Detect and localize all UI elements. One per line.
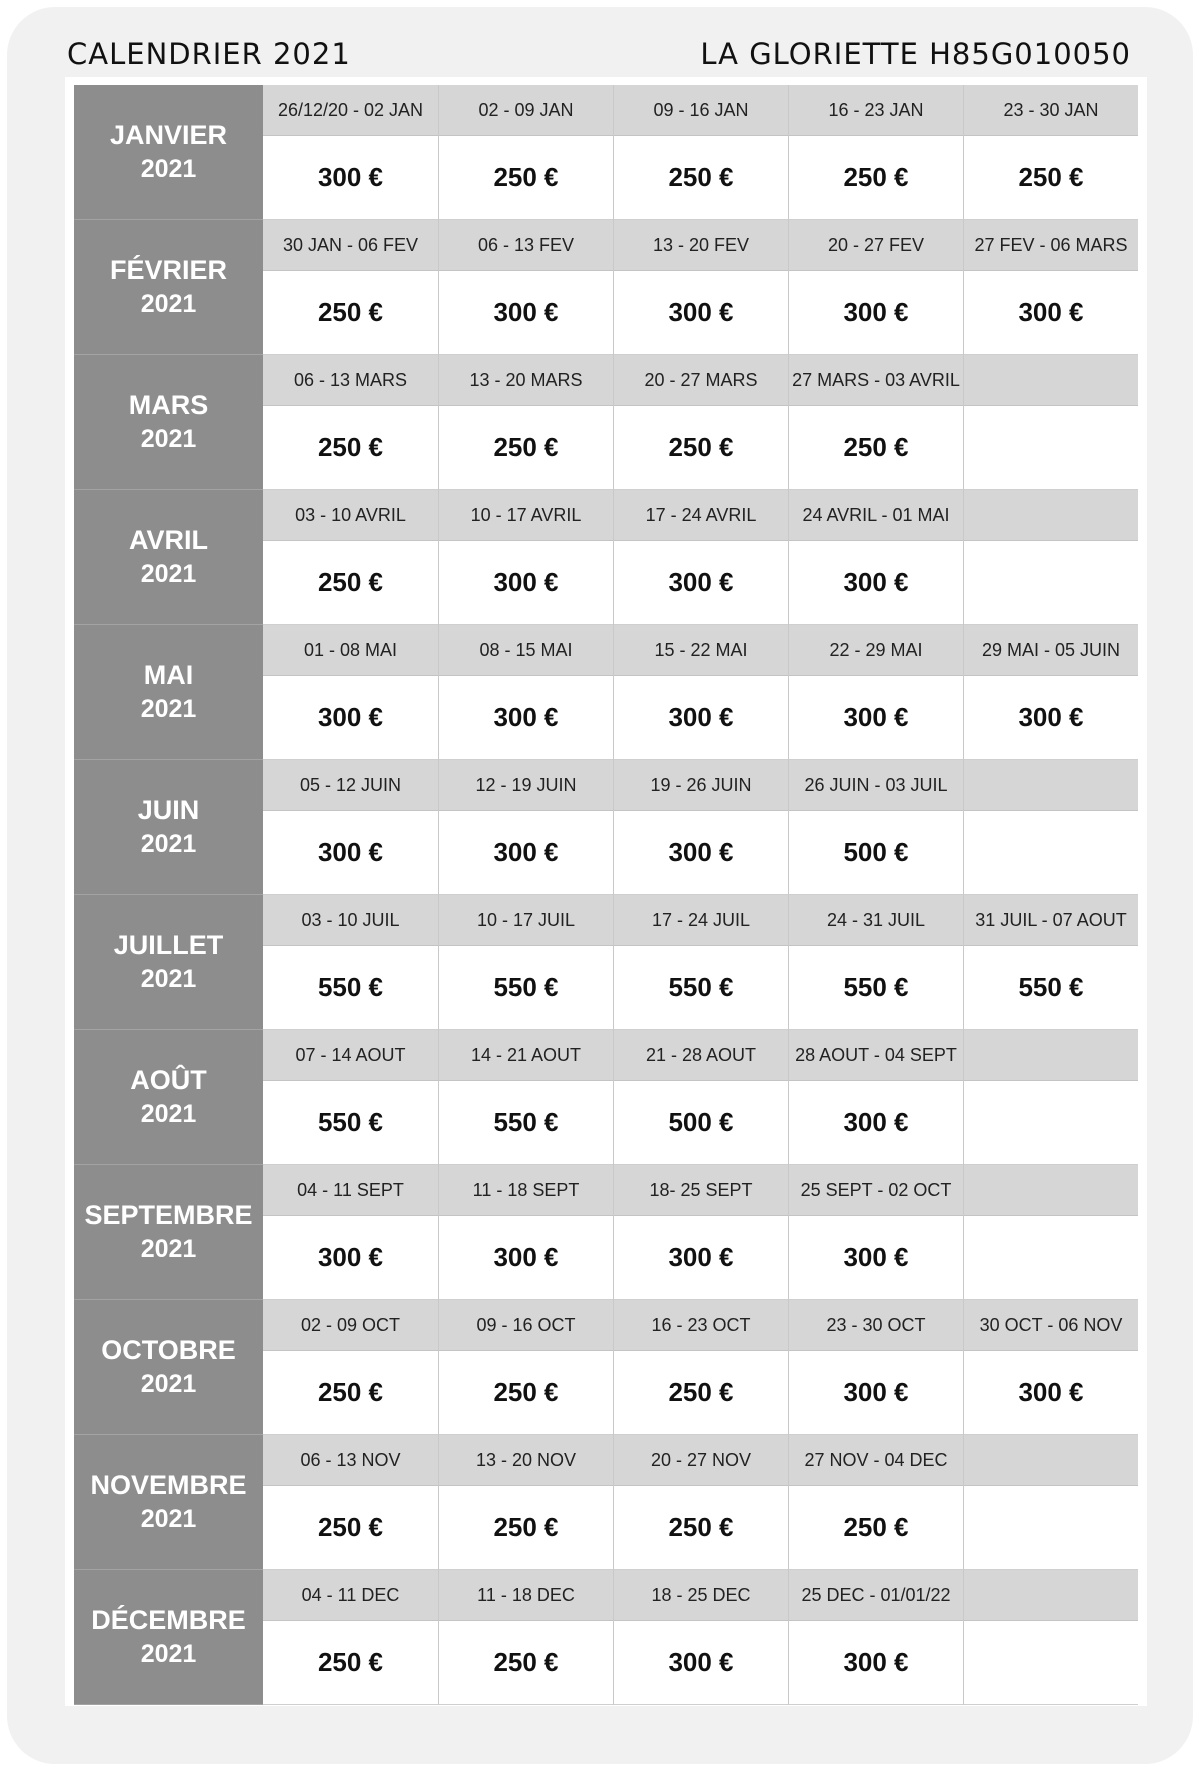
week-cell xyxy=(963,895,1138,1030)
month-label xyxy=(74,1165,263,1300)
week-price: 250 € xyxy=(439,1351,613,1435)
week-price: 550 € xyxy=(614,946,788,1030)
week-price xyxy=(964,1216,1138,1300)
week-price: 300 € xyxy=(439,676,613,760)
month-label xyxy=(74,1030,263,1165)
month-row xyxy=(74,895,1138,1030)
week-cell xyxy=(788,355,963,490)
week-price: 250 € xyxy=(789,1486,963,1570)
week-cell xyxy=(788,1300,963,1435)
week-cell xyxy=(263,1030,438,1165)
week-price: 300 € xyxy=(789,1621,963,1705)
page-frame xyxy=(7,7,1193,1764)
month-label xyxy=(74,490,263,625)
week-price: 250 € xyxy=(614,1486,788,1570)
month-label xyxy=(74,625,263,760)
week-dates: 23 - 30 JAN xyxy=(964,85,1138,136)
weeks-group xyxy=(263,1300,1138,1435)
week-cell xyxy=(438,85,613,220)
week-price: 500 € xyxy=(789,811,963,895)
week-dates: 17 - 24 JUIL xyxy=(614,895,788,946)
week-cell xyxy=(788,895,963,1030)
month-name: NOVEMBRE xyxy=(90,1470,247,1500)
weeks-group xyxy=(263,1570,1138,1705)
property-title: LA GLORIETTE H85G010050 xyxy=(700,37,1131,71)
week-cell xyxy=(438,1165,613,1300)
month-row xyxy=(74,1300,1138,1435)
week-price xyxy=(964,406,1138,490)
month-row xyxy=(74,625,1138,760)
week-cell xyxy=(613,1300,788,1435)
week-price: 300 € xyxy=(263,811,438,895)
week-dates: 11 - 18 SEPT xyxy=(439,1165,613,1216)
week-dates: 16 - 23 JAN xyxy=(789,85,963,136)
month-name: OCTOBRE xyxy=(101,1335,236,1365)
week-dates: 29 MAI - 05 JUIN xyxy=(964,625,1138,676)
week-price: 300 € xyxy=(789,1081,963,1165)
week-dates: 25 DEC - 01/01/22 xyxy=(789,1570,963,1621)
week-price xyxy=(964,811,1138,895)
week-dates: 09 - 16 OCT xyxy=(439,1300,613,1351)
week-cell xyxy=(613,1570,788,1705)
week-dates: 01 - 08 MAI xyxy=(263,625,438,676)
week-cell xyxy=(613,895,788,1030)
week-dates: 18 - 25 DEC xyxy=(614,1570,788,1621)
week-cell xyxy=(263,220,438,355)
week-cell xyxy=(613,625,788,760)
week-cell xyxy=(613,1435,788,1570)
month-year: 2021 xyxy=(140,1640,197,1668)
week-price: 300 € xyxy=(789,541,963,625)
week-cell xyxy=(788,1435,963,1570)
week-cell xyxy=(263,625,438,760)
month-row xyxy=(74,1165,1138,1300)
week-cell xyxy=(438,355,613,490)
week-cell xyxy=(438,760,613,895)
week-dates: 08 - 15 MAI xyxy=(439,625,613,676)
calendar-title: CALENDRIER 2021 xyxy=(67,37,351,71)
month-name: AOÛT xyxy=(130,1065,207,1095)
week-price: 500 € xyxy=(614,1081,788,1165)
weeks-group xyxy=(263,85,1138,220)
week-dates: 30 OCT - 06 NOV xyxy=(964,1300,1138,1351)
week-dates: 04 - 11 SEPT xyxy=(263,1165,438,1216)
month-year: 2021 xyxy=(140,1100,197,1128)
calendar-sheet xyxy=(65,77,1147,1706)
week-dates: 17 - 24 AVRIL xyxy=(614,490,788,541)
week-dates: 04 - 11 DEC xyxy=(263,1570,438,1621)
week-dates: 25 SEPT - 02 OCT xyxy=(789,1165,963,1216)
week-dates: 23 - 30 OCT xyxy=(789,1300,963,1351)
month-year: 2021 xyxy=(140,965,197,993)
week-cell xyxy=(438,625,613,760)
month-label xyxy=(74,355,263,490)
week-cell xyxy=(438,490,613,625)
weeks-group xyxy=(263,895,1138,1030)
month-name: DÉCEMBRE xyxy=(91,1605,246,1635)
month-row xyxy=(74,760,1138,895)
week-dates xyxy=(964,1570,1138,1621)
week-price: 550 € xyxy=(263,1081,438,1165)
week-cell xyxy=(263,1165,438,1300)
week-price: 300 € xyxy=(614,541,788,625)
week-dates: 10 - 17 JUIL xyxy=(439,895,613,946)
month-year: 2021 xyxy=(140,1370,197,1398)
week-dates: 03 - 10 JUIL xyxy=(263,895,438,946)
week-cell xyxy=(263,355,438,490)
week-cell xyxy=(438,1030,613,1165)
month-name: JANVIER xyxy=(109,120,228,150)
week-price: 250 € xyxy=(614,406,788,490)
month-year: 2021 xyxy=(140,1505,197,1533)
week-price: 250 € xyxy=(439,406,613,490)
month-label xyxy=(74,1300,263,1435)
week-dates: 19 - 26 JUIN xyxy=(614,760,788,811)
week-price: 550 € xyxy=(439,946,613,1030)
weeks-group xyxy=(263,1435,1138,1570)
month-name: MAI xyxy=(143,660,194,690)
week-cell xyxy=(613,1165,788,1300)
week-dates: 20 - 27 MARS xyxy=(614,355,788,406)
month-label xyxy=(74,1435,263,1570)
week-dates: 13 - 20 FEV xyxy=(614,220,788,271)
week-dates: 24 AVRIL - 01 MAI xyxy=(789,490,963,541)
week-price: 300 € xyxy=(263,676,438,760)
week-price: 300 € xyxy=(439,1216,613,1300)
weeks-group xyxy=(263,760,1138,895)
week-dates xyxy=(964,355,1138,406)
week-price: 550 € xyxy=(263,946,438,1030)
week-dates: 15 - 22 MAI xyxy=(614,625,788,676)
week-price: 250 € xyxy=(263,1486,438,1570)
week-cell xyxy=(263,85,438,220)
month-name: FÉVRIER xyxy=(109,255,228,285)
week-dates: 20 - 27 FEV xyxy=(789,220,963,271)
week-price: 250 € xyxy=(439,1621,613,1705)
month-row xyxy=(74,490,1138,625)
week-price: 300 € xyxy=(263,1216,438,1300)
weeks-group xyxy=(263,355,1138,490)
month-name: SEPTEMBRE xyxy=(84,1200,253,1230)
month-year: 2021 xyxy=(140,695,197,723)
month-row xyxy=(74,85,1138,220)
weeks-group xyxy=(263,1030,1138,1165)
week-cell xyxy=(788,760,963,895)
week-cell xyxy=(788,220,963,355)
week-cell xyxy=(963,1300,1138,1435)
week-price: 250 € xyxy=(263,541,438,625)
week-dates: 30 JAN - 06 FEV xyxy=(263,220,438,271)
week-dates: 31 JUIL - 07 AOUT xyxy=(964,895,1138,946)
week-dates: 22 - 29 MAI xyxy=(789,625,963,676)
week-cell xyxy=(788,1030,963,1165)
week-dates: 21 - 28 AOUT xyxy=(614,1030,788,1081)
weeks-group xyxy=(263,625,1138,760)
week-price: 250 € xyxy=(789,406,963,490)
week-cell xyxy=(263,760,438,895)
week-price: 300 € xyxy=(789,1351,963,1435)
week-dates: 24 - 31 JUIL xyxy=(789,895,963,946)
week-dates: 12 - 19 JUIN xyxy=(439,760,613,811)
week-dates: 26 JUIN - 03 JUIL xyxy=(789,760,963,811)
week-price: 250 € xyxy=(964,136,1138,220)
week-price: 250 € xyxy=(439,136,613,220)
week-price: 550 € xyxy=(439,1081,613,1165)
week-dates: 27 NOV - 04 DEC xyxy=(789,1435,963,1486)
week-cell xyxy=(263,895,438,1030)
week-dates xyxy=(964,1030,1138,1081)
week-price: 550 € xyxy=(789,946,963,1030)
week-cell xyxy=(613,1030,788,1165)
week-price xyxy=(964,1081,1138,1165)
week-dates: 10 - 17 AVRIL xyxy=(439,490,613,541)
week-cell xyxy=(963,1165,1138,1300)
week-dates: 02 - 09 OCT xyxy=(263,1300,438,1351)
month-year: 2021 xyxy=(140,1235,197,1263)
calendar-table xyxy=(74,85,1138,1705)
week-cell xyxy=(963,760,1138,895)
week-dates: 26/12/20 - 02 JAN xyxy=(263,85,438,136)
weeks-group xyxy=(263,220,1138,355)
month-name: AVRIL xyxy=(129,525,208,555)
month-row xyxy=(74,1570,1138,1705)
week-price xyxy=(964,1486,1138,1570)
week-cell xyxy=(613,490,788,625)
week-price: 300 € xyxy=(964,676,1138,760)
week-price: 250 € xyxy=(614,1351,788,1435)
month-year: 2021 xyxy=(140,560,197,588)
week-price xyxy=(964,1621,1138,1705)
week-dates: 06 - 13 FEV xyxy=(439,220,613,271)
week-cell xyxy=(438,1435,613,1570)
week-price: 250 € xyxy=(263,271,438,355)
month-year: 2021 xyxy=(140,425,197,453)
week-dates: 16 - 23 OCT xyxy=(614,1300,788,1351)
week-cell xyxy=(613,760,788,895)
week-price: 300 € xyxy=(789,1216,963,1300)
week-cell xyxy=(613,85,788,220)
week-price: 300 € xyxy=(789,271,963,355)
month-year: 2021 xyxy=(140,290,197,318)
week-price: 300 € xyxy=(614,271,788,355)
month-label xyxy=(74,85,263,220)
week-dates: 14 - 21 AOUT xyxy=(439,1030,613,1081)
week-dates: 09 - 16 JAN xyxy=(614,85,788,136)
week-price: 300 € xyxy=(263,136,438,220)
week-price: 300 € xyxy=(964,271,1138,355)
week-dates: 28 AOUT - 04 SEPT xyxy=(789,1030,963,1081)
week-price: 550 € xyxy=(964,946,1138,1030)
week-cell xyxy=(263,490,438,625)
week-cell xyxy=(438,895,613,1030)
week-cell xyxy=(788,1570,963,1705)
week-cell xyxy=(963,1570,1138,1705)
week-dates: 27 MARS - 03 AVRIL xyxy=(789,355,963,406)
month-label xyxy=(74,220,263,355)
week-price: 300 € xyxy=(789,676,963,760)
week-price: 300 € xyxy=(614,1621,788,1705)
week-cell xyxy=(263,1570,438,1705)
month-row xyxy=(74,1435,1138,1570)
week-dates: 13 - 20 NOV xyxy=(439,1435,613,1486)
week-dates: 20 - 27 NOV xyxy=(614,1435,788,1486)
week-price: 250 € xyxy=(263,1351,438,1435)
week-dates: 03 - 10 AVRIL xyxy=(263,490,438,541)
week-price: 250 € xyxy=(789,136,963,220)
week-cell xyxy=(963,1435,1138,1570)
month-name: JUIN xyxy=(137,795,200,825)
month-year: 2021 xyxy=(140,155,197,183)
month-label xyxy=(74,895,263,1030)
week-cell xyxy=(788,625,963,760)
week-cell xyxy=(963,625,1138,760)
month-name: MARS xyxy=(128,390,209,420)
week-price: 300 € xyxy=(614,676,788,760)
week-cell xyxy=(788,85,963,220)
week-price: 250 € xyxy=(614,136,788,220)
month-row xyxy=(74,220,1138,355)
month-row xyxy=(74,1030,1138,1165)
week-cell xyxy=(963,490,1138,625)
week-price: 300 € xyxy=(614,811,788,895)
week-cell xyxy=(963,220,1138,355)
week-cell xyxy=(438,1570,613,1705)
week-price: 300 € xyxy=(439,271,613,355)
week-price xyxy=(964,541,1138,625)
month-label xyxy=(74,1570,263,1705)
month-year: 2021 xyxy=(140,830,197,858)
week-cell xyxy=(263,1300,438,1435)
week-cell xyxy=(788,1165,963,1300)
week-dates xyxy=(964,490,1138,541)
week-dates: 06 - 13 MARS xyxy=(263,355,438,406)
week-cell xyxy=(438,220,613,355)
week-price: 300 € xyxy=(964,1351,1138,1435)
month-row xyxy=(74,355,1138,490)
week-cell xyxy=(788,490,963,625)
week-price: 300 € xyxy=(439,811,613,895)
week-cell xyxy=(963,355,1138,490)
week-price: 300 € xyxy=(614,1216,788,1300)
week-cell xyxy=(263,1435,438,1570)
week-cell xyxy=(963,1030,1138,1165)
week-cell xyxy=(438,1300,613,1435)
week-cell xyxy=(613,220,788,355)
week-dates: 07 - 14 AOUT xyxy=(263,1030,438,1081)
week-dates: 05 - 12 JUIN xyxy=(263,760,438,811)
week-price: 300 € xyxy=(439,541,613,625)
week-dates: 27 FEV - 06 MARS xyxy=(964,220,1138,271)
weeks-group xyxy=(263,1165,1138,1300)
week-price: 250 € xyxy=(263,1621,438,1705)
week-dates xyxy=(964,1165,1138,1216)
week-cell xyxy=(963,85,1138,220)
month-name: JUILLET xyxy=(113,930,224,960)
week-dates: 06 - 13 NOV xyxy=(263,1435,438,1486)
week-dates: 02 - 09 JAN xyxy=(439,85,613,136)
week-dates xyxy=(964,1435,1138,1486)
week-price: 250 € xyxy=(263,406,438,490)
month-label xyxy=(74,760,263,895)
week-price: 250 € xyxy=(439,1486,613,1570)
weeks-group xyxy=(263,490,1138,625)
week-cell xyxy=(613,355,788,490)
week-dates: 18- 25 SEPT xyxy=(614,1165,788,1216)
week-dates: 11 - 18 DEC xyxy=(439,1570,613,1621)
week-dates: 13 - 20 MARS xyxy=(439,355,613,406)
week-dates xyxy=(964,760,1138,811)
